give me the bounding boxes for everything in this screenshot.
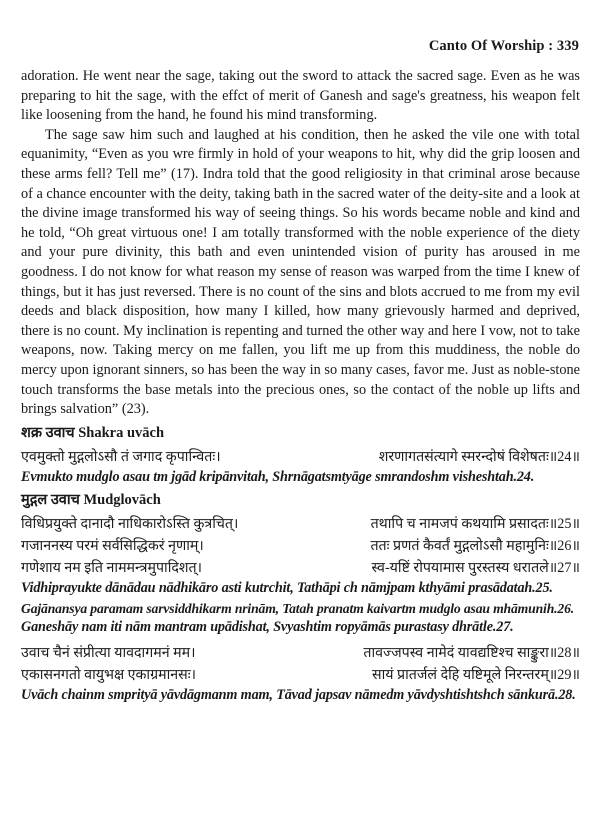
sloka-half: गजाननस्य परमं सर्वसिद्धिकरं नृणाम्। [21,538,204,555]
paragraph-continuation: adoration. He went near the sage, taking out the sword to attack the sacred sage. Even as he was preparing to hit the sage, with the effct of merit of Ganesh and sage's greatness, his weapon felt like loosening from the hand, he found his mind transforming. [21,68,580,124]
sloka-half: सायं प्रातर्जलं देहि यष्टिमूले निरन्तरम्॥29॥ [372,667,580,684]
sloka-half: गणेशाय नम इति नाममन्त्रमुपादिशत्। [21,560,203,577]
sloka-half: एवमुक्तो मुद्गलोऽसौ तं जगाद कृपान्वितः। [21,448,221,465]
sloka-line [21,642,580,664]
sloka-half: ततः प्रणतं कैवर्तं मुद्गलोऽसौ महामुनिः॥26॥ [370,538,580,555]
sloka-half: तथापि च नामजपं कथयामि प्रसादतः॥25॥ [370,516,580,533]
sloka-line [21,446,580,468]
transliteration-line: Uvāch chainm smprityā yāvdāgmanm mam, Tāvad japsav nāmedm yāvdyshtishtshch sānkurā.28. [21,687,576,704]
sloka-line [21,557,580,579]
sloka-half: एकासनगतो वायुभक्ष एकाग्रमानसः। [21,667,196,684]
paragraph-main: The sage saw him such and laughed at his condition, then he asked the vile one with total equanimity, “Even as you wre firmly in hold of your weapons to hit, why did the grip loosen and these arms fell? Tell me” (17). Indra told that the good religiosity in that criminal arose because of a chance encounter with the deity, taking bath in the sacred water of the deity-site and a look at the divine image transformed his way of seeing things. So his words became noble and kind and he told, “Oh great virtuous one! I am totally transformed with the noble experience of the diety and your pure divinity, this bath and even unintended vision of purity has aroused in me goodness. I do not know for what reason my sense of reason was warped from the time I knew of things, but it has just reversed. There is no count of the sins and blots accrued to me from my evil deeds and black disposition, how many I killed, how many grievously harmed and deprived, there is no count. My inclination is repenting and turned the other way and here I vow, not to take weapons, now. Taking mercy on me fallen, you lift me up from this muddiness, the noble do mercy upon ignorant sinners, so has been the way in so many cases, favor me. Just as noble-stone touch transforms the base metals into the precious ones, so the contact of the noble up lifts and brings salvation” (23). [21,126,580,418]
speaker-heading: शक्र उवाच Shakra uvāch [21,424,165,441]
sloka-line [21,513,580,535]
transliteration-line: Evmukto mudglo asau tm jgād kripānvitah, Shrnāgatsmtyāge smrandoshm visheshtah.24. [21,468,535,485]
page-body [21,67,580,706]
sloka-half: स्व-यष्टिं रोपयामास पुरस्तस्य धरातले॥27॥ [371,560,580,577]
transliteration-line: Ganeshāy nam iti nām mantram upādishat, Svyashtim ropyāmās purastasy dhrātle.27. [21,619,514,636]
sloka-half: तावज्जपस्व नामेदं यावद्यष्टिश्च साङ्कुरा॥28॥ [363,645,580,662]
page-header: Canto Of Worship : 339 [428,38,579,54]
sloka-half: उवाच चैनं संप्रीत्या यावदागमनं मम। [21,645,196,662]
sloka-half: विधिप्रयुक्ते दानादौ नाधिकारोऽस्ति कुत्रचित्। [21,516,239,533]
sloka-half: शरणागतसंत्यागे स्मरन्दोषं विशेषतः॥24॥ [378,448,580,465]
sloka-line [21,664,580,686]
transliteration-line: Vidhiprayukte dānādau nādhikāro asti kutrchit, Tathāpi ch nāmjpam kthyāmi prasādatah.25. [21,580,553,597]
sloka-line [21,535,580,557]
speaker-heading: मुद्गल उवाच Mudglovāch [21,492,161,509]
transliteration-line: Gajānansya paramam sarvsiddhikarm nrinām, Tatah pranatm kaivartm mudglo asau mhāmunih.26. [21,600,575,616]
